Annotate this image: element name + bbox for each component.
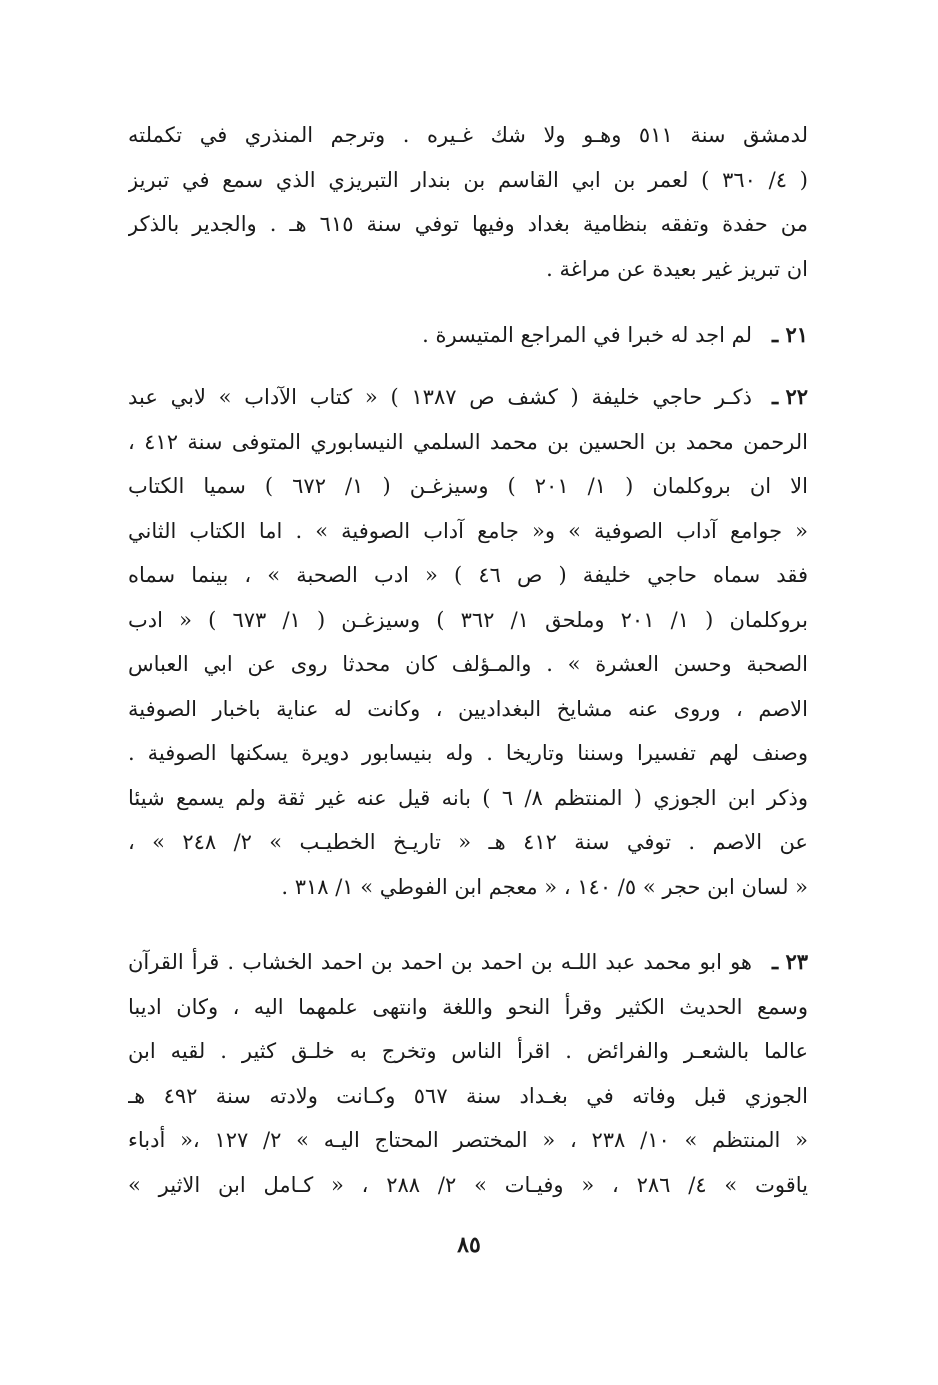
- text-line: ( ٤/ ٣٦٠ ) لعمر بن ابي القاسم بن بندار التبريزي الذي سمع في تبريز: [128, 167, 808, 192]
- footnote-body: [128, 940, 752, 985]
- intro-paragraph: [128, 113, 808, 291]
- text-line: عن الاصم . توفي سنة ٤١٢ هـ « تاريـخ الخطيـب » ٢/ ٢٤٨ » ،: [128, 830, 808, 854]
- text-line: الا ان بروكلمان ( ١/ ٢٠١ ) وسيزغـن ( ١/ ٦٧٢ ) سميا الكتاب: [128, 474, 808, 498]
- text-line: فقد سماه حاجي خليفة ( ص ٤٦ ) « ادب الصحبة » ، بينما سماه: [128, 563, 808, 587]
- text-line: « جوامع آداب الصوفية » و« جامع آداب الصوفية » . اما الكتاب الثاني: [128, 518, 808, 543]
- text-line: لدمشق سنة ٥١١ وهـو ولا شك غـيره . وترجم المنذري في تكملته: [128, 123, 808, 147]
- text-line: الجوزي قبل وفاته في بغـداد سنة ٥٦٧ وكـانت ولادته سنة ٤٩٢ هـ: [128, 1083, 808, 1108]
- footnote-23-continuation: [128, 985, 808, 1208]
- footnote-number: ٢٣ ـ: [771, 949, 808, 974]
- text-line: وسمع الحديث الكثير وقرأ النحو واللغة وانتهى علمهما اليه ، وكان اديبا: [128, 994, 808, 1019]
- footnote-23: [128, 940, 808, 985]
- text-line: الصحبة وحسن العشرة » . والمـؤلف كان محدثا روى عن ابي العباس: [128, 652, 808, 676]
- text-line: الرحمن محمد بن الحسين بن محمد السلمي النيسابوري المتوفى سنة ٤١٢ ،: [128, 429, 808, 454]
- text-line: « المنتظم » ١٠/ ٢٣٨ ، « المختصر المحتاج اليـه » ٢/ ١٢٧ ،« أدباء: [128, 1128, 808, 1152]
- text-line: وصنف لهم تفسيرا وسننا وتاريخا . وله بنيسابور دويرة يسكنها الصوفية .: [128, 741, 808, 765]
- text-line: عالما بالشعـر والفرائض . اقرأ الناس وتخرج به خلـق كثير . لقيه ابن: [128, 1039, 808, 1063]
- footnote-21: [128, 313, 808, 358]
- footnote-body: [128, 313, 752, 358]
- footnote-22: [128, 375, 808, 420]
- text-line: ذكـر حاجي خليفة ( كشف ص ١٣٨٧ ) « كتاب الآداب » لابي عبد: [128, 385, 752, 409]
- footnote-22-continuation: [128, 420, 808, 910]
- text-line: ان تبريز غير بعيدة عن مراغة .: [546, 256, 808, 281]
- text-line: من حفدة وتفقه بنظامية بغداد وفيها توفي سنة ٦١٥ هـ . والجدير بالذكر: [128, 212, 808, 236]
- footnote-body: [128, 375, 752, 420]
- text-line: الاصم ، وروى عنه مشايخ البغداديين ، وكانت له عناية باخبار الصوفية: [128, 696, 808, 721]
- text-line: « لسان ابن حجر » ٥/ ١٤٠ ، « معجم ابن الفوطي » ١/ ٣١٨ .: [281, 874, 808, 899]
- text-line: هو ابو محمد عبد اللـه بن احمد بن احمد بن احمد الخشاب . قرأ القرآن: [128, 950, 752, 974]
- page-number: ٨٥: [457, 1232, 481, 1258]
- text-line: بروكلمان ( ١/ ٢٠١ وملحق ١/ ٣٦٢ ) وسيزغـن ( ١/ ٦٧٣ ) « ادب: [128, 607, 808, 632]
- text-line: ياقوت » ٤/ ٢٨٦ ، « وفيـات » ٢/ ٢٨٨ ، « كـامل ابن الاثير »: [128, 1172, 808, 1197]
- text-line: وذكر ابن الجوزي ( المنتظم ٨/ ٦ ) بانه قيل عنه غير ثقة ولم يسمع شيئا: [128, 785, 808, 810]
- footnote-number: ٢١ ـ: [771, 322, 808, 347]
- footnote-number: ٢٢ ـ: [771, 384, 808, 409]
- text-line: لم اجد له خبرا في المراجع المتيسرة .: [422, 323, 752, 347]
